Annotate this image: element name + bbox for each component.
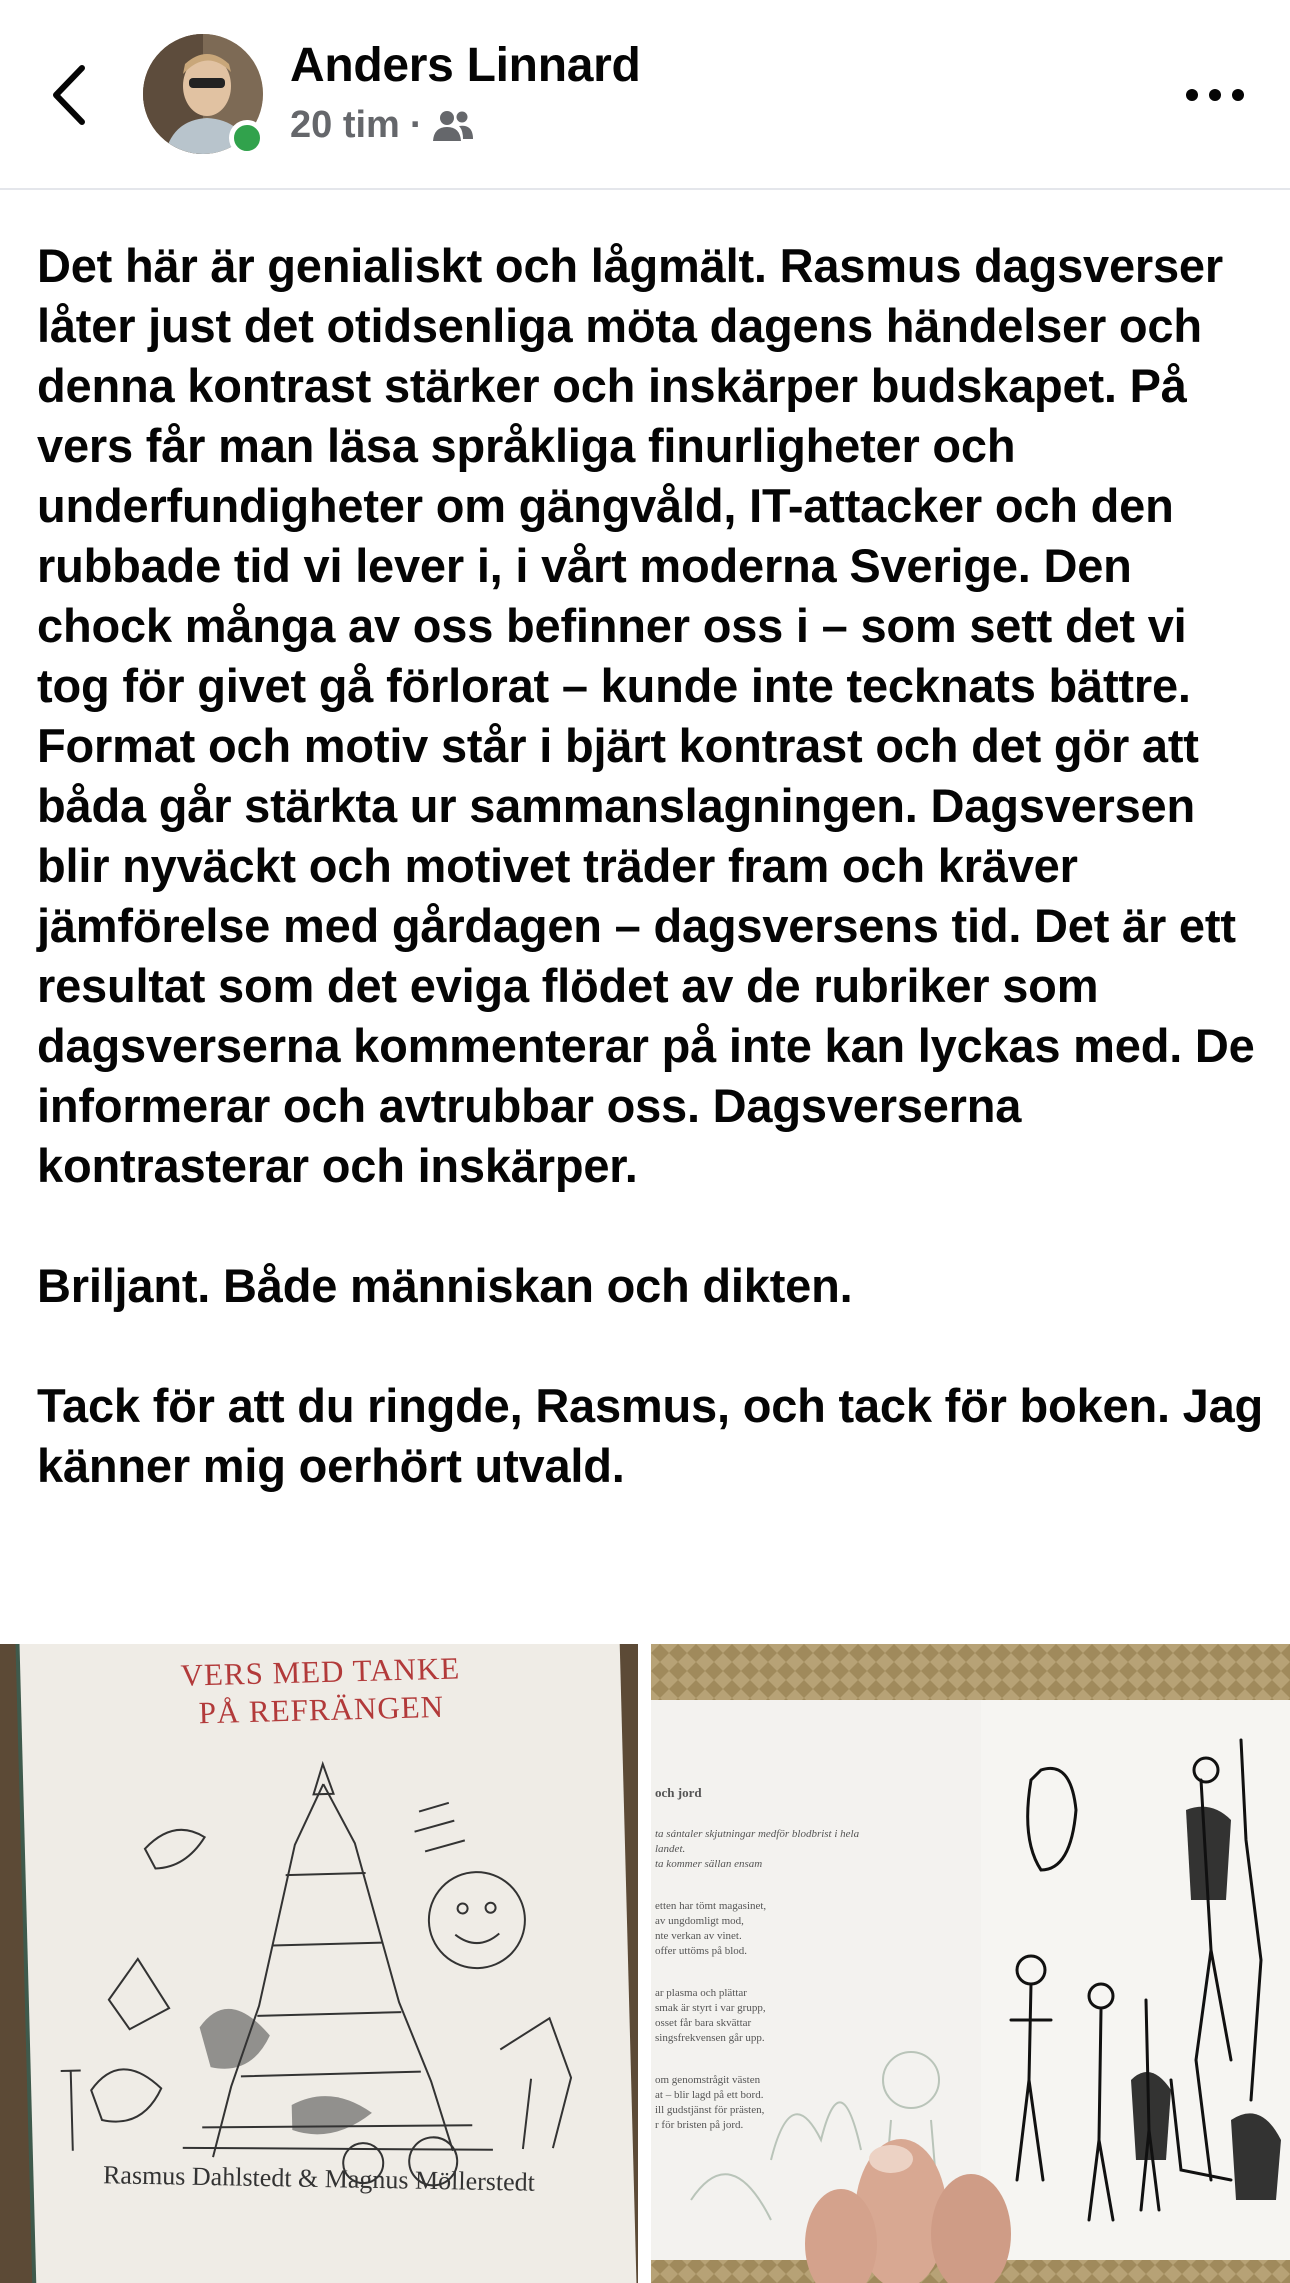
online-status-dot xyxy=(229,120,265,156)
post-time[interactable]: 20 tim xyxy=(290,104,400,146)
cover-title-line-2: PÅ REFRÄNGEN xyxy=(198,1688,445,1731)
friends-icon xyxy=(432,109,474,143)
chevron-left-icon xyxy=(40,58,100,132)
poem-stanza: om genomstrågit västen at – blir lagd på ett bord. ill gudstjänst för prästen, r för bristen på jord. xyxy=(655,2074,765,2131)
photo-book-cover[interactable] xyxy=(0,1644,638,2283)
cover-title-line-1: VERS MED TANKE xyxy=(180,1650,461,1693)
cover-illustration xyxy=(22,1716,634,2202)
author-name[interactable]: Anders Linnard xyxy=(290,39,641,92)
post-paragraph: Tack för att du ringde, Rasmus, och tack för boken. Jag känner mig oerhört utvald. xyxy=(37,1379,1276,1492)
photo-open-book[interactable] xyxy=(651,1644,1290,2283)
post-meta xyxy=(290,104,474,147)
poem-subtitle: ta sántaler skjutningar medför blodbrist i hela landet. ta kommer sällan ensam xyxy=(655,1828,860,1870)
back-button[interactable] xyxy=(40,58,100,132)
post-paragraph: Briljant. Både människan och dikten. xyxy=(37,1259,853,1312)
cover-authors-wrap xyxy=(0,2160,638,2197)
hand-fingers xyxy=(651,1644,1290,2283)
more-options-button[interactable] xyxy=(1180,80,1250,110)
poem-heading: och jord xyxy=(655,1785,702,1800)
cover-authors: Rasmus Dahlstedt & Magnus Möllerstedt xyxy=(102,2160,536,2197)
poem-stanza: ar plasma och plättar smak är styrt i var grupp, osset får bara skvättar singsfrekvensen går upp. xyxy=(655,1987,766,2044)
poem-stanza: etten har tömt magasinet, av ungdomligt mod, nte verkan av vinet. offer uttöms på blod. xyxy=(655,1900,767,1957)
more-horizontal-icon xyxy=(1180,80,1250,110)
avatar[interactable] xyxy=(143,34,263,154)
post-paragraph: Det här är genialiskt och lågmält. Rasmus dagsverser låter just det otidsenliga möta dagens händelser och denna kontrast stärker och inskärper budskapet. På vers får man läsa språkliga finurligheter och underfundigheter om gängvåld, IT-attacker och den rubbade tid vi lever i, i vårt moderna Sverige. Den chock många av oss befinner oss i – som sett det vi tog för givet gå förlorat – kunde inte tecknats bättre. Format och motiv står i bjärt kontrast och det gör att båda går stärkta ur sammanslagningen. Dagsversen blir nyväckt och motivet träder fram och kräver jämförelse med gårdagen – dagsversens tid. Det är ett resultat som det eviga flödet av de rubriker som dagsverserna kommenterar på inte kan lyckas med. De informerar och avtrubbar oss. Dagsverserna kontrasterar och inskärper. xyxy=(37,239,1268,1192)
meta-separator: · xyxy=(409,104,423,146)
post-header xyxy=(0,0,1290,190)
post-body xyxy=(37,236,1276,1496)
